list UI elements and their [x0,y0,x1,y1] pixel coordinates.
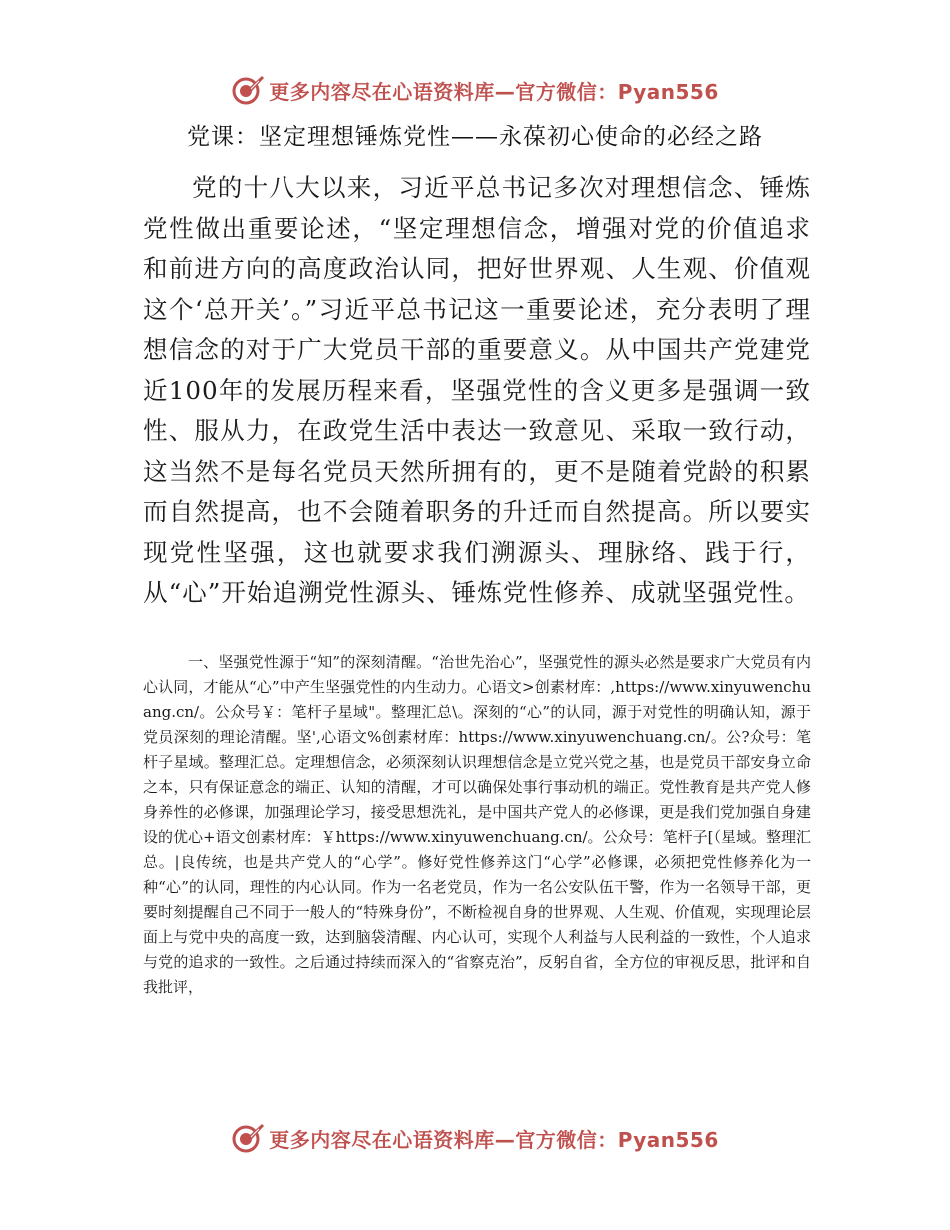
pen-nib-logo-icon [231,1121,265,1155]
footer-banner [0,1118,950,1158]
banner-text: 更多内容尽在心语资料库—官方微信：Pyan556 [269,1127,719,1152]
page-title: 党课：坚定理想锤炼党性——永葆初心使命的必经之路 [187,124,763,150]
header-banner-content [231,73,719,107]
section-paragraph: 一、坚强党性源于“知”的深刻清醒。“治世先治心”，坚强党性的源头必然是要求广大党员有内心认同，才能从“心”中产生坚强党性的内生动力。心语文>创素材库：,https://www.xinyuwenchuang.cn/。公众号￥：笔杆子星域"。整理汇总\。深刻的“心”的认同，源于对党性的明确认知，源于党员深刻的理论清醒。坚',心语文%创素材库：https://www.xinyuwenchuang.cn/。公?众号：笔杆子星域。整理汇总。定理想信念，必须深刻认识理想信念是立党兴党之基，也是党员干部安身立命之本，只有保证意念的端正、认知的清醒，才可以确保处事行事动机的端正。党性教育是共产党人修身养性的必修课，加强理论学习，接受思想洗礼，是中国共产党人的必修课，更是我们党加强自身建设的优心+语文创素材库：￥https://www.xinyuwenchuang.cn/。公众号：笔杆子[（星域。整理汇总。|良传统，也是共产党人的“心学”。修好党性修养这门“心学”必修课，必须把党性修养化为一种“心”的认同，理性的内心认同。作为一名老党员，作为一名公安队伍干警，作为一名领导干部，更要时刻提醒自己不同于一般人的“特殊身份”，不断检视自身的世界观、人生观、价值观，实现理论层面上与党中央的高度一致，达到脑袋清醒、内心认可，实现个人利益与人民利益的一致性，个人追求与党的追求的一致性。之后通过持续而深入的“省察克治”，反躬自省，全方位的审视反思，批评和自我批评， [143,653,811,996]
footer-banner-content [231,1121,719,1155]
lead-paragraph: 党的十八大以来，习近平总书记多次对理想信念、锤炼党性做出重要论述，“坚定理想信念，增强对党的价值追求和前进方向的高度政治认同，把好世界观、人生观、价值观这个‘总开关’。”习近平总书记这一重要论述，充分表明了理想信念的对于广大党员干部的重要意义。从中国共产党建党近100年的发展历程来看，坚强党性的含义更多是强调一致性、服从力，在政党生活中表达一致意见、采取一致行动，这当然不是每名党员天然所拥有的，更不是随着党龄的积累而自然提高，也不会随着职务的升迁而自然提高。所以要实现党性坚强，这也就要求我们溯源头、理脉络、践于行，从“心”开始追溯党性源头、锤炼党性修养、成就坚强党性。 [143,173,811,607]
banner-text: 更多内容尽在心语资料库—官方微信：Pyan556 [269,79,719,104]
pen-nib-logo-icon [231,73,265,107]
header-banner [0,70,950,110]
